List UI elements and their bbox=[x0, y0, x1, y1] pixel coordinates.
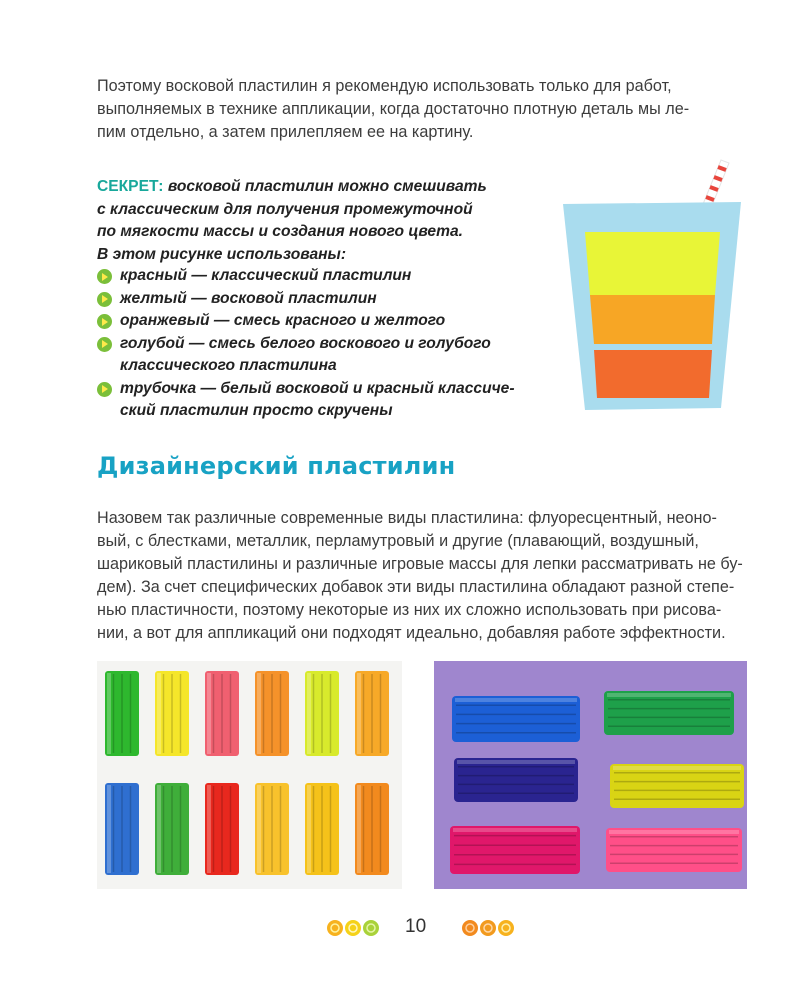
list-item-text: красный — классический пластилин bbox=[120, 267, 412, 284]
secret-keyword: СЕКРЕТ: bbox=[97, 178, 164, 195]
secret-line: по мягкости массы и создания нового цвета. bbox=[97, 223, 463, 240]
designer-line: нью пластичности, поэтому некоторые из них их сложно использовать при рисова- bbox=[97, 601, 722, 619]
secret-first-line bbox=[97, 176, 567, 199]
secret-list bbox=[97, 265, 567, 423]
footer-swirl-icon-left bbox=[323, 917, 385, 939]
intro-paragraph bbox=[97, 75, 745, 144]
plasticine-stick bbox=[205, 671, 239, 756]
plasticine-stick bbox=[105, 783, 139, 875]
list-item-text: классического пластилина bbox=[120, 357, 337, 374]
list-item-text: оранжевый — смесь красного и желтого bbox=[120, 312, 446, 329]
plasticine-stick bbox=[450, 826, 580, 874]
list-item-text: трубочка — белый восковой и красный классиче- bbox=[120, 379, 515, 397]
plasticine-sticks-image bbox=[97, 661, 402, 889]
glass-layer-yellow bbox=[585, 232, 720, 295]
bullet-icon bbox=[97, 314, 112, 329]
secret-line: с классическим для получения промежуточной bbox=[97, 200, 473, 218]
intro-line: пим отдельно, а затем прилепляем ее на картину. bbox=[97, 123, 474, 141]
list-item bbox=[97, 310, 567, 333]
glass-layer-red bbox=[594, 350, 712, 398]
section-title: Дизайнерский пластилин bbox=[97, 452, 456, 480]
plasticine-stick bbox=[355, 671, 389, 756]
footer-swirl-icon-right bbox=[458, 917, 520, 939]
list-item-text: ский пластилин просто скручены bbox=[120, 402, 393, 419]
bullet-icon bbox=[97, 269, 112, 284]
plasticine-stick bbox=[610, 764, 744, 808]
secret-block bbox=[97, 176, 567, 266]
plasticine-stick bbox=[305, 671, 339, 756]
secret-line: восковой пластилин можно смешивать bbox=[163, 178, 487, 195]
photo-plasticine-sticks bbox=[97, 661, 402, 889]
list-item bbox=[97, 333, 567, 378]
list-item-text: желтый — восковой пластилин bbox=[120, 289, 377, 307]
list-item bbox=[97, 265, 567, 288]
designer-line: вый, с блестками, металлик, перламутровый и другие (плавающий, воздушный, bbox=[97, 532, 699, 550]
designer-line: дем). За счет специфических добавок эти виды пластилина обладают разной степе- bbox=[97, 578, 735, 596]
plasticine-stick bbox=[355, 783, 389, 875]
bullet-icon bbox=[97, 382, 112, 397]
list-item bbox=[97, 378, 567, 423]
plasticine-stick bbox=[155, 783, 189, 875]
plasticine-stick bbox=[255, 671, 289, 756]
intro-line: выполняемых в технике аппликации, когда достаточно плотную деталь мы ле- bbox=[97, 100, 690, 118]
plasticine-stick bbox=[155, 671, 189, 756]
designer-line: нии, а вот для аппликаций они подходят идеально, добавляя работе эффектности. bbox=[97, 624, 726, 642]
list-item bbox=[97, 288, 567, 311]
page-number: 10 bbox=[405, 916, 427, 937]
plasticine-stick bbox=[305, 783, 339, 875]
designer-paragraph bbox=[97, 507, 745, 645]
glass-illustration bbox=[557, 152, 747, 422]
photo-designer-plasticine bbox=[434, 661, 747, 889]
designer-line: шариковый пластилины и различные игровые массы для лепки рассматривать не бу- bbox=[97, 555, 743, 573]
plasticine-stick bbox=[205, 783, 239, 875]
plasticine-stick bbox=[604, 691, 734, 735]
secret-line: В этом рисунке использованы: bbox=[97, 245, 347, 263]
plasticine-stick bbox=[606, 828, 742, 872]
plasticine-stick bbox=[255, 783, 289, 875]
designer-plasticine-image bbox=[434, 661, 747, 889]
intro-line: Поэтому восковой пластилин я рекомендую использовать только для работ, bbox=[97, 77, 672, 95]
glass-layer-orange bbox=[590, 295, 715, 344]
bullet-icon bbox=[97, 292, 112, 307]
list-item-text: голубой — смесь белого воскового и голубого bbox=[120, 334, 491, 352]
plasticine-stick bbox=[454, 758, 578, 802]
plasticine-stick bbox=[105, 671, 139, 756]
plasticine-stick bbox=[452, 696, 580, 742]
bullet-icon bbox=[97, 337, 112, 352]
designer-line: Назовем так различные современные виды пластилина: флуоресцентный, неоно- bbox=[97, 509, 717, 527]
